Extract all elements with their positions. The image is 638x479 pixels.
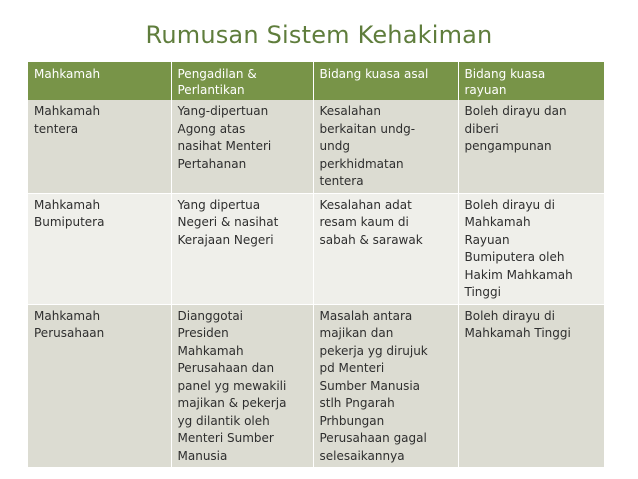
table-cell: Boleh dirayu dan diberi pengampunan [458, 100, 604, 193]
table-cell: Boleh dirayu di Mahkamah Rayuan Bumiputera oleh Hakim Mahkamah Tinggi [458, 193, 604, 304]
table-cell: Yang dipertua Negeri & nasihat Kerajaan Negeri [171, 193, 313, 304]
slide-title: Rumusan Sistem Kehakiman [145, 21, 493, 49]
table-cell: Mahkamah Bumiputera [28, 193, 171, 304]
court-system-table [28, 62, 604, 468]
table-cell: Yang-dipertuan Agong atas nasihat Menteri Pertahanan [171, 100, 313, 193]
table-cell: Mahkamah tentera [28, 100, 171, 193]
table-cell: Masalah antara majikan dan pekerja yg dirujuk pd Menteri Sumber Manusia stlh Pngarah Prhbungan Perusahaan gagal selesaikannya [313, 304, 458, 468]
table-header-row [28, 62, 604, 100]
table-row-mahkamah-bumiputera [28, 193, 604, 304]
table-row-mahkamah-tentera [28, 100, 604, 193]
table-row-mahkamah-perusahaan [28, 304, 604, 468]
header-bidang-kuasa-rayuan: Bidang kuasa rayuan [458, 62, 604, 100]
header-pengadilan-perlantikan: Pengadilan & Perlantikan [171, 62, 313, 100]
table-cell: Boleh dirayu di Mahkamah Tinggi [458, 304, 604, 468]
header-mahkamah: Mahkamah [28, 62, 171, 100]
table-cell: Kesalahan berkaitan undg- undg perkhidmatan tentera [313, 100, 458, 193]
table-cell: Kesalahan adat resam kaum di sabah & sarawak [313, 193, 458, 304]
header-bidang-kuasa-asal: Bidang kuasa asal [313, 62, 458, 100]
table-cell: Mahkamah Perusahaan [28, 304, 171, 468]
table-cell: Dianggotai Presiden Mahkamah Perusahaan dan panel yg mewakili majikan & pekerja yg dilantik oleh Menteri Sumber Manusia [171, 304, 313, 468]
